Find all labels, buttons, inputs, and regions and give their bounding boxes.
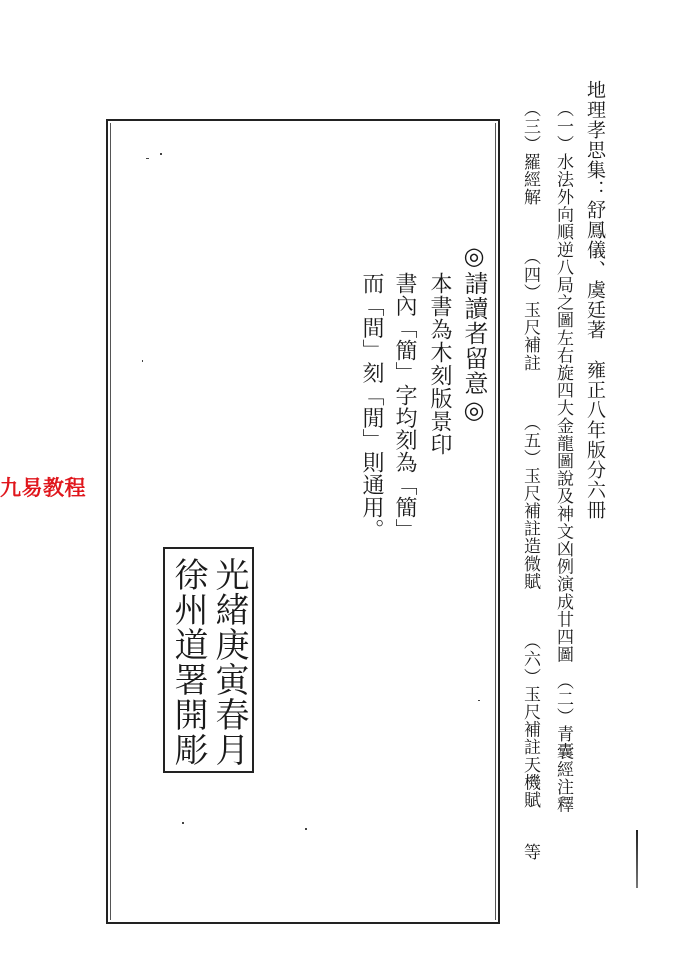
- notice-line-2: 書內「簡」字均刻為「簡」: [392, 272, 417, 541]
- print-speck: [305, 828, 307, 830]
- contents-etc: 等: [520, 843, 540, 861]
- contents-item-4: （四）玉尺補註: [520, 248, 540, 372]
- seal-column-2: 徐州道署開彫: [168, 557, 208, 767]
- notice-line-1: 本書為木刻版景印: [427, 272, 452, 456]
- notice-heading: ◎請讀者留意◎: [460, 242, 488, 425]
- publisher-seal-box: [163, 547, 254, 773]
- contents-line-1: （一）水法外向順逆八局之圖左右旋四大金龍圖說及神文凶例演成廿四圖 （二）青囊經注釋: [553, 100, 573, 814]
- book-title-line: 地理孝思集：舒鳳儀、虞廷著 雍正八年版分六冊: [584, 80, 606, 520]
- notice-line-3: 而「間」刻「閒」則通用。: [359, 272, 384, 541]
- scan-edge-mark: [636, 830, 638, 888]
- contents-item-5: （五）玉尺補註造微賦: [520, 414, 540, 591]
- contents-item-3: （三）羅經解: [520, 100, 540, 206]
- print-speck: [160, 153, 162, 155]
- print-speck: [478, 700, 480, 701]
- watermark-text: 九易教程: [0, 476, 86, 500]
- page-frame: [106, 119, 500, 924]
- contents-line-2: [521, 100, 538, 861]
- print-speck: [146, 158, 149, 159]
- print-speck: [142, 360, 143, 362]
- seal-column-1: 光緒庚寅春月: [209, 557, 249, 767]
- print-speck: [182, 822, 184, 824]
- contents-item-6: （六）玉尺補註天機賦: [520, 632, 540, 809]
